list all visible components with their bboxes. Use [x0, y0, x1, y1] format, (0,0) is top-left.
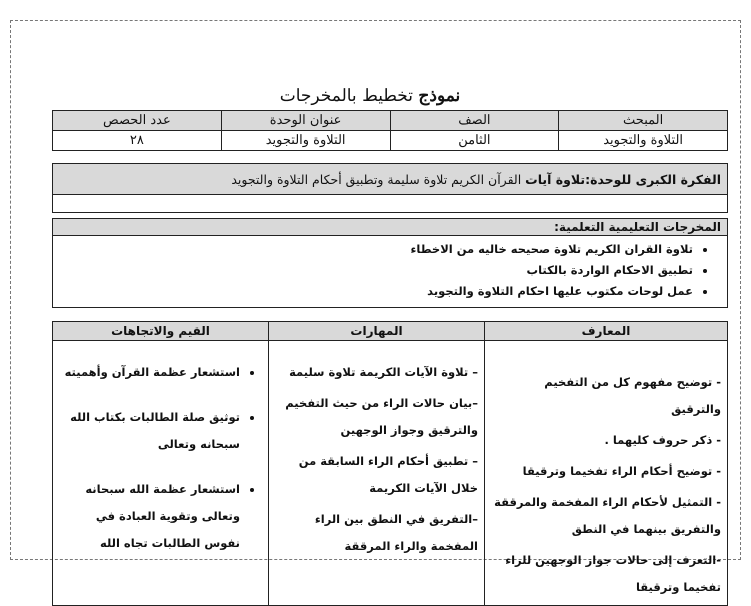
values-item: • استشعار عظمة الله سبحانه وتعالى وتقوية العبادة في نفوس الطالبات تجاه الله: [59, 476, 240, 557]
unit-title-value: التلاوة والتجويد: [221, 131, 390, 151]
knowledge-item: - توضيح أحكام الراء تفخيما وترقيقا: [522, 464, 721, 478]
outcomes-list: [59, 240, 721, 301]
grade-value: الثامن: [390, 131, 559, 151]
info-header-row: [53, 111, 728, 131]
values-item: • استشعار عظمة القرآن وأهميته: [59, 359, 240, 386]
big-idea-row: [53, 164, 728, 195]
skills-header: المهارات: [269, 322, 485, 341]
title-rest: تخطيط بالمخرجات: [279, 86, 419, 106]
subject-header: المبحث: [559, 111, 728, 131]
subject-value: التلاوة والتجويد: [559, 131, 728, 151]
skills-item: –التفريق في النطق بين الراء المفخمة والراء المرققة: [314, 512, 478, 553]
info-table: [52, 110, 728, 151]
components-body-row: [53, 341, 728, 606]
outcomes-heading-row: [53, 219, 728, 236]
page-title: [250, 86, 490, 106]
knowledge-item: - التمثيل لأحكام الراء المفخمة والمرققة والتفريق بينهما في النطق: [494, 495, 721, 536]
outcomes-list-row: [53, 236, 728, 308]
components-header-row: [53, 322, 728, 341]
big-idea-blank-row: [53, 195, 728, 213]
big-idea-table: [52, 163, 728, 213]
outcome-item: • تطبيق الاحكام الواردة بالكتاب: [59, 261, 693, 280]
outcomes-table: [52, 218, 728, 308]
title-bold: نموذج: [418, 86, 461, 106]
values-item: • توثيق صلة الطالبات بكتاب الله سبحانه وتعالى: [59, 404, 240, 458]
components-table: [52, 321, 728, 606]
grade-header: الصف: [390, 111, 559, 131]
outcomes-heading: المخرجات التعليمية التعلمية:: [53, 219, 728, 236]
skills-item: – تطبيق أحكام الراء السابقة من خلال الآيات الكريمة: [298, 454, 478, 495]
info-value-row: [53, 131, 728, 151]
big-idea-label: الفكرة الكبرى للوحدة:تلاوة آيات: [525, 171, 721, 187]
knowledge-item: - ذكر حروف كليهما .: [604, 433, 721, 447]
skills-item: – تلاوة الآيات الكريمة تلاوة سليمة: [289, 365, 478, 379]
values-cell: [53, 341, 269, 606]
knowledge-item: -التعرف إلى حالات جواز الوجهين للراء تفخيما وترقيقا: [505, 553, 721, 594]
knowledge-header: المعارف: [485, 322, 728, 341]
lessons-count-header: عدد الحصص: [53, 111, 222, 131]
values-list: [59, 359, 262, 557]
outcome-item: • عمل لوحات مكتوب عليها احكام التلاوة والتجويد: [59, 282, 693, 301]
knowledge-item: - توضيح مفهوم كل من التفخيم والترقيق: [544, 375, 721, 416]
lessons-count-value: ٢٨: [53, 131, 222, 151]
outcome-item: • تلاوة القران الكريم تلاوة صحيحه خاليه من الاخطاء: [59, 240, 693, 259]
big-idea-text: القرآن الكريم تلاوة سليمة وتطبيق أحكام التلاوة والتجويد: [231, 171, 526, 187]
knowledge-cell: [485, 341, 728, 606]
unit-title-header: عنوان الوحدة: [221, 111, 390, 131]
skills-item: –بيان حالات الراء من حيث التفخيم والترقيق وجواز الوجهين: [285, 396, 478, 437]
values-header: القيم والاتجاهات: [53, 322, 269, 341]
skills-cell: [269, 341, 485, 606]
